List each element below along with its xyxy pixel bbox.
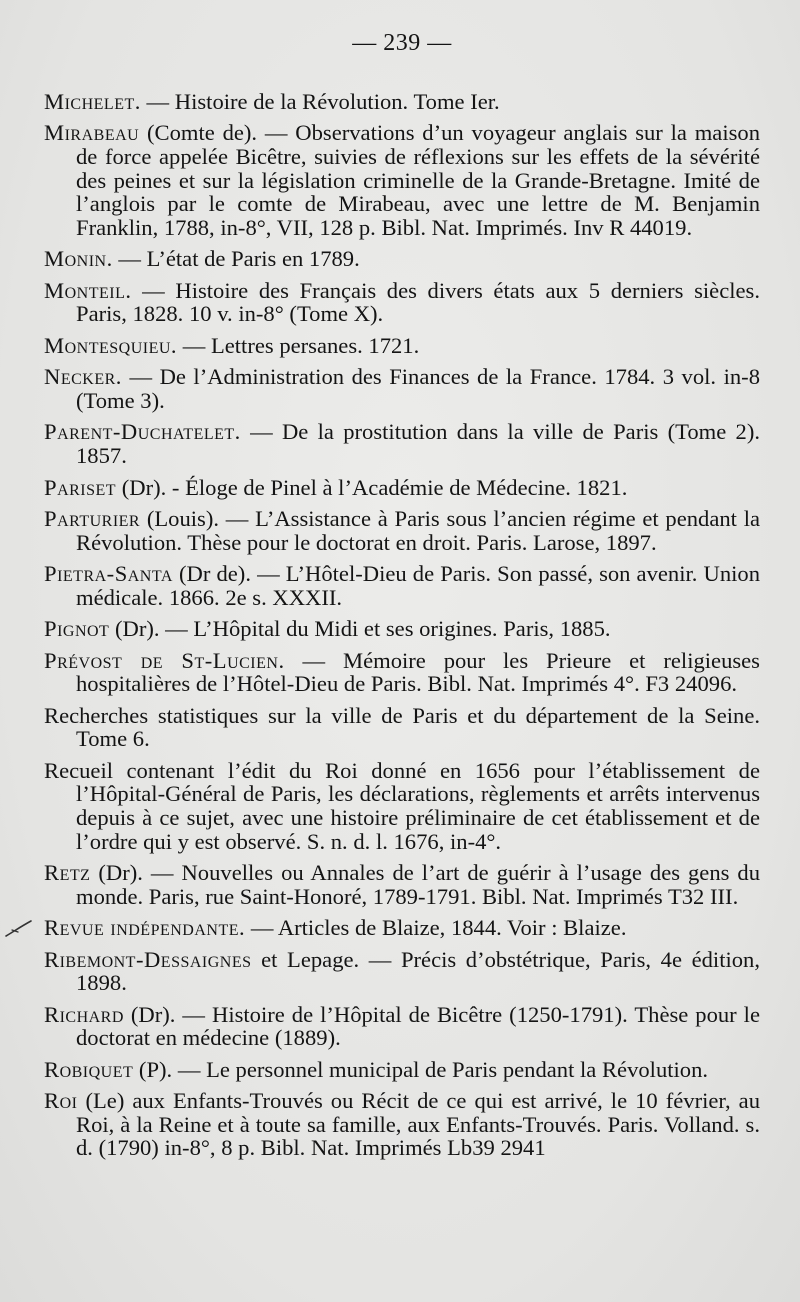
bibliography-entry	[44, 476, 760, 500]
entry-text: (Dr). — Histoire de l’Hôpital de Bicêtre (1250-1791). Thèse pour le doctorat en médecine (1889).	[76, 1001, 760, 1051]
bibliography-entry	[44, 279, 760, 326]
entry-text: (Comte de). — Observations d’un voyageur anglais sur la maison de force appelée Bicêtre, suivies de réflexions sur les effets de la sévérité des peines et sur la législation criminelle de la Grande-Bretagne. Imité de l’anglois par le comte de Mirabeau, avec une lettre de M. Benjamin Franklin, 1788, in-8°, VII, 128 p. Bibl. Nat. Imprimés. Inv R 44019.	[76, 120, 760, 240]
entry-author: Mirabeau	[44, 120, 140, 146]
entry-text: (Dr). - Éloge de Pinel à l’Académie de Médecine. 1821.	[116, 474, 628, 500]
bibliography-entry	[44, 121, 760, 239]
bibliography-list	[44, 90, 760, 1160]
bibliography-entry	[44, 247, 760, 271]
bibliography-entry	[44, 90, 760, 114]
entry-author: Monteil.	[44, 277, 132, 303]
bibliography-entry	[44, 420, 760, 467]
entry-author: Prévost de St-Lucien.	[44, 647, 285, 673]
entry-text: Recueil contenant l’édit du Roi donné en 1656 pour l’établissement de l’Hôpital-Général de Paris, les déclarations, règlements et arrêts intervenus depuis à ce sujet, avec une histoire préliminaire de cet établissement et de l’ordre qui y est observé. S. n. d. l. 1676, in-4°.	[44, 757, 760, 854]
entry-text: (Dr). — Nouvelles ou Annales de l’art de guérir à l’usage des gens du monde. Paris, rue Saint-Honoré, 1789-1791. Bibl. Nat. Imprimés T32 III.	[76, 860, 760, 909]
entry-text: — Histoire de la Révolution. Tome Ier.	[140, 89, 500, 114]
entry-text: (P). — Le personnel municipal de Paris pendant la Révolution.	[133, 1056, 709, 1082]
entry-text: (Dr). — L’Hôpital du Midi et ses origines. Paris, 1885.	[109, 616, 611, 642]
entry-text: (Dr de). — L’Hôtel-Dieu de Paris. Son passé, son avenir. Union médicale. 1866. 2e s. XXXII.	[76, 561, 760, 610]
entry-author: Necker.	[44, 364, 122, 390]
bibliography-entry	[44, 562, 760, 609]
entry-text: Recherches statistiques sur la ville de Paris et du département de la Seine. Tome 6.	[44, 702, 760, 752]
entry-text: — Lettres persanes. 1721.	[177, 332, 420, 358]
bibliography-entry	[44, 1003, 760, 1050]
entry-author: Roi	[44, 1088, 78, 1114]
handwritten-margin-mark	[4, 918, 34, 940]
bibliography-entry	[44, 1058, 760, 1082]
entry-text: — Mémoire pour les Prieure et religieuses hospitalières de l’Hôtel-Dieu de Paris. Bibl. Nat. Imprimés 4°. F3 24096.	[76, 647, 760, 697]
entry-author: Pignot	[44, 616, 110, 642]
entry-author: Parent-Duchatelet.	[44, 419, 241, 445]
entry-text: — L’état de Paris en 1789.	[112, 246, 360, 272]
entry-author: Parturier	[44, 506, 141, 532]
bibliography-entry	[44, 704, 760, 751]
entry-author: Pietra-Santa	[44, 561, 173, 587]
entry-author: Richard	[44, 1001, 124, 1027]
entry-author: Retz	[44, 860, 91, 886]
bibliography-entry	[44, 365, 760, 412]
entry-text: (Louis). — L’Assistance à Paris sous l’ancien régime et pendant la Révolution. Thèse pour le doctorat en droit. Paris. Larose, 1897.	[76, 506, 760, 555]
bibliography-entry	[44, 617, 760, 641]
bibliography-entry	[44, 916, 760, 940]
entry-text: (Le) aux Enfants-Trouvés ou Récit de ce qui est arrivé, le 10 février, au Roi, à la Reine et à toute sa famille, aux Enfants-Trouvés. Paris. Volland. s. d. (1790) in-8°, 8 p. Bibl. Nat. Imprimés Lb39 2941	[76, 1088, 760, 1161]
entry-author: Montesquieu.	[44, 332, 178, 358]
entry-author: Monin.	[44, 246, 113, 272]
entry-text: et Lepage. — Précis d’obstétrique, Paris, 4e édition, 1898.	[76, 946, 760, 996]
entry-author: Michelet.	[44, 89, 141, 114]
entry-text: — Articles de Blaize, 1844. Voir : Blaize.	[245, 915, 627, 941]
entry-author: Robiquet	[44, 1056, 134, 1082]
entry-author: Pariset	[44, 474, 117, 500]
bibliography-entry	[44, 334, 760, 358]
bibliography-entry	[44, 948, 760, 995]
bibliography-entry	[44, 759, 760, 853]
entry-author: Ribemont-Dessaignes	[44, 946, 252, 972]
bibliography-entry	[44, 649, 760, 696]
entry-text: — De la prostitution dans la ville de Paris (Tome 2). 1857.	[76, 419, 760, 469]
page-number: — 239 —	[352, 30, 452, 56]
bibliography-entry	[44, 1089, 760, 1160]
entry-text: — De l’Administration des Finances de la France. 1784. 3 vol. in-8 (Tome 3).	[76, 364, 760, 413]
entry-author: Revue indépendante.	[44, 915, 246, 941]
bibliography-entry	[44, 507, 760, 554]
bibliography-entry	[44, 861, 760, 908]
entry-text: — Histoire des Français des divers états aux 5 derniers siècles. Paris, 1828. 10 v. in-8° (Tome X).	[76, 277, 760, 327]
